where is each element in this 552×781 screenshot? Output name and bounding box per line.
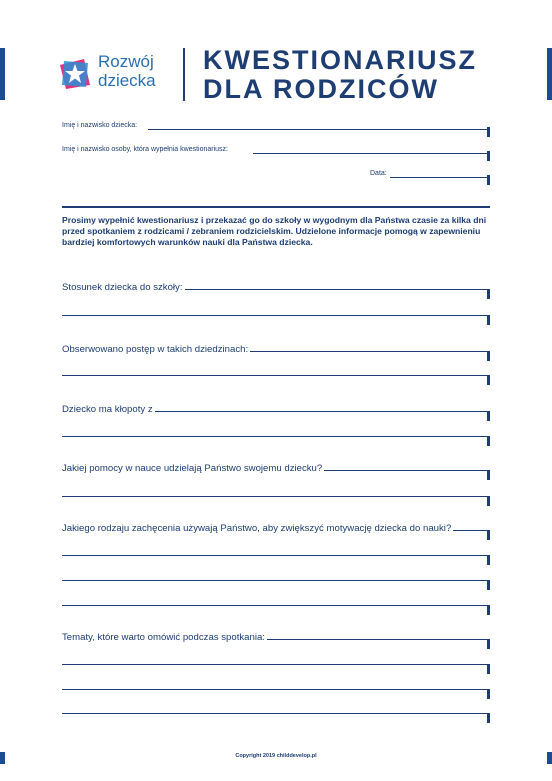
field-end-marker <box>487 689 490 699</box>
answer-line[interactable] <box>62 436 490 437</box>
right-edge-bar-top <box>547 48 552 100</box>
field-end-marker <box>487 127 490 137</box>
answer-line[interactable] <box>62 664 490 665</box>
field-end-marker <box>487 411 490 421</box>
intro-text: Prosimy wypełnić kwestionariusz i przekazać go do szkoły w wygodnym dla Państwa czasie za kilka dni przed spotkaniem z rodzicami / zebraniem rodzicielskim. Udzielone informacje pomogą w zapewnieniu bardziej komfortowych warunków nauki dla Państwa dziecka. <box>62 215 487 247</box>
field-end-marker <box>487 289 490 299</box>
question-label: Tematy, które warto omówić podczas spotkania: <box>62 632 265 643</box>
logo-text <box>98 52 156 90</box>
question-label: Stosunek dziecka do szkoły: <box>62 282 183 293</box>
header-divider <box>183 48 185 101</box>
answer-line[interactable] <box>62 555 490 556</box>
question-label: Jakiego rodzaju zachęcenia używają Państwo, aby zwiększyć motywację dziecka do nauki? <box>62 523 452 534</box>
field-end-marker <box>487 470 490 480</box>
field-end-marker <box>487 351 490 361</box>
left-edge-bar-top <box>0 48 5 100</box>
intro-divider <box>62 206 490 208</box>
field-end-marker <box>487 639 490 649</box>
answer-line[interactable] <box>62 315 490 316</box>
question-label: Dziecko ma kłopoty z <box>62 404 153 415</box>
title-line-1: KWESTIONARIUSZ <box>203 45 477 75</box>
field-end-marker <box>487 605 490 615</box>
field-end-marker <box>487 315 490 325</box>
field-end-marker <box>487 580 490 590</box>
date-label: Data: <box>370 170 387 177</box>
field-end-marker <box>487 175 490 185</box>
logo <box>58 50 168 100</box>
filler-name-field[interactable] <box>253 153 490 154</box>
logo-line-2: dziecka <box>98 71 156 90</box>
field-end-marker <box>487 555 490 565</box>
page-title <box>203 46 477 104</box>
answer-line[interactable] <box>62 689 490 690</box>
footer-copyright: Copyright 2019 childdevelop.pl <box>235 753 317 759</box>
logo-line-1: Rozwój <box>98 52 154 71</box>
question-label: Jakiej pomocy w nauce udzielają Państwo swojemu dziecku? <box>62 463 323 474</box>
child-name-label: Imię i nazwisko dziecka: <box>62 122 138 129</box>
field-end-marker <box>487 713 490 723</box>
child-name-field[interactable] <box>148 129 490 130</box>
logo-star-icon <box>58 57 92 91</box>
field-end-marker <box>487 151 490 161</box>
field-end-marker <box>487 530 490 540</box>
filler-name-label: Imię i nazwisko osoby, która wypełnia kwestionariusz: <box>62 146 228 153</box>
question-label: Obserwowano postęp w takich dziedzinach: <box>62 344 249 355</box>
date-field[interactable] <box>390 177 490 178</box>
answer-line[interactable] <box>62 580 490 581</box>
field-end-marker <box>487 375 490 385</box>
answer-line[interactable] <box>62 605 490 606</box>
field-end-marker <box>487 664 490 674</box>
answer-line[interactable] <box>62 496 490 497</box>
field-end-marker <box>487 436 490 446</box>
answer-line[interactable] <box>62 713 490 714</box>
field-end-marker <box>487 496 490 506</box>
answer-line[interactable] <box>62 375 490 376</box>
title-line-2: DLA RODZICÓW <box>203 74 439 104</box>
